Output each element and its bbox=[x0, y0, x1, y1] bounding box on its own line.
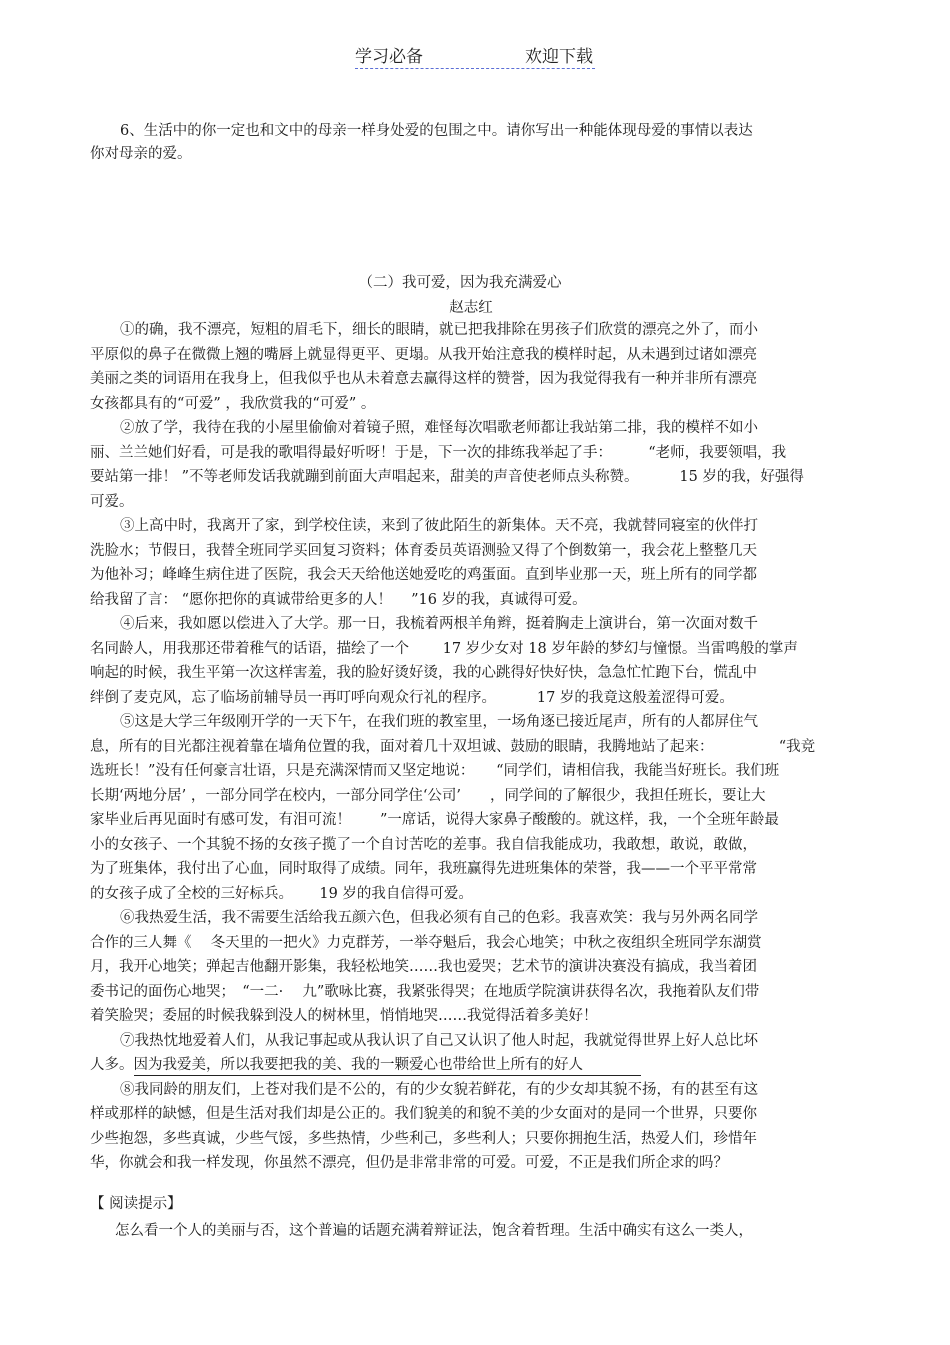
article-line-text: 家毕业后再见面时有感可发，有泪可流！ ”一席话，说得大家鼻子酸酸的。就这样，我，一个全班年龄最 bbox=[90, 812, 779, 828]
article-line bbox=[90, 1053, 860, 1078]
article-line-text: 要站第一排！ ”不等老师发话我就蹦到前面大声唱起来，甜美的声音使老师点头称赞。 15 岁的我，好强得 bbox=[90, 469, 804, 485]
article-line bbox=[90, 955, 860, 980]
article-line bbox=[90, 857, 860, 882]
question-6-line-1: 6、生活中的你一定也和文中的母亲一样身处爱的包围之中。请你写出一种能体现母爱的事情以表达 bbox=[120, 123, 753, 139]
article-line bbox=[90, 539, 860, 564]
article-line bbox=[90, 686, 860, 711]
article-line bbox=[90, 833, 860, 858]
article-line-text: 选班长！”没有任何豪言壮语，只是充满深情而又坚定地说： “同学们，请相信我，我能当好班长。我们班 bbox=[90, 763, 780, 779]
article-line-text: 合作的三人舞《 冬天里的一把火》力克群芳，一举夺魁后，我会心地笑；中秋之夜组织全班同学东湖赏 bbox=[90, 934, 762, 951]
article-line-text: 名同龄人，用我那还带着稚气的话语，描绘了一个 17 岁少女对 18 岁年龄的梦幻与憧憬。当雷鸣般的掌声 bbox=[90, 640, 798, 657]
article-line-text: 华，你就会和我一样发现，你虽然不漂亮，但仍是非常非常的可爱。可爱，不正是我们所企求的吗？ bbox=[90, 1155, 728, 1171]
article-line bbox=[90, 931, 860, 956]
header-right-text: 欢迎下载 bbox=[525, 47, 593, 67]
article-author: 赵志红 bbox=[449, 300, 493, 316]
article-line bbox=[90, 735, 860, 760]
article-line-text: 人多。 bbox=[90, 1057, 134, 1073]
article-line-text: 为他补习；峰峰生病住进了医院，我会天天给他送她爱吃的鸡蛋面。直到毕业那一天，班上所有的同学都 bbox=[90, 567, 757, 583]
article-line-text: ③上高中时，我离开了家，到学校住读，来到了彼此陌生的新集体。天不亮，我就替同寝室的伙伴打 bbox=[120, 518, 758, 534]
article-line-text: 委书记的面伤心地哭； “一二· 九”歌咏比赛，我紧张得哭；在地质学院演讲获得名次，我拖着队友们带 bbox=[90, 983, 760, 1000]
article-line bbox=[90, 563, 860, 588]
article-line bbox=[90, 1151, 860, 1176]
article-line bbox=[90, 318, 860, 343]
article-line bbox=[90, 367, 860, 392]
article-line-text: ⑤这是大学三年级刚开学的一天下午，在我们班的教室里，一场角逐已接近尾声，所有的人都屏住气 bbox=[120, 714, 758, 730]
reading-hint-text: 怎么看一个人的美丽与否，这个普遍的话题充满着辩证法，饱含着哲理。生活中确实有这么一类人， bbox=[115, 1223, 753, 1239]
article-line-text: ②放了学，我待在我的小屋里偷偷对着镜子照，难怪每次唱歌老师都让我站第二排，我的模样不如小 bbox=[120, 420, 758, 436]
article-line-text: 样或那样的缺憾，但是生活对我们却是公正的。我们貌美的和貌不美的少女面对的是同一个世界，只要你 bbox=[90, 1106, 757, 1122]
page-header bbox=[355, 40, 595, 69]
article-line-text: 可爱。 bbox=[90, 493, 134, 510]
article-line bbox=[90, 1078, 860, 1103]
article-line-text: 女孩都具有的“可爱” ，我欣赏我的“可爱” 。 bbox=[90, 395, 376, 412]
article-line bbox=[90, 490, 860, 515]
article-line bbox=[90, 906, 860, 931]
article-line-text: ⑦我热忱地爱着人们，从我记事起或从我认识了自己又认识了他人时起，我就觉得世界上好人总比坏 bbox=[120, 1032, 758, 1049]
article-line bbox=[90, 637, 860, 662]
article-line-text: 美丽之类的词语用在我身上，但我似乎也从未着意去赢得这样的赞誉，因为我觉得我有一种并非所有漂亮 bbox=[90, 371, 757, 387]
article-line-text: 小的女孩子、一个其貌不扬的女孩子揽了一个自讨苦吃的差事。我自信我能成功，我敢想，敢说，敢做， bbox=[90, 836, 757, 853]
header-left-text: 学习必备 bbox=[355, 47, 423, 67]
article-line-text: 息，所有的目光都注视着靠在墙角位置的我，面对着几十双坦诚、鼓励的眼睛，我腾地站了起来： “我竞 bbox=[90, 738, 816, 755]
article-line bbox=[90, 661, 860, 686]
article-line bbox=[90, 980, 860, 1005]
article-line-text: 响起的时候，我生平第一次这样害羞，我的脸好烫好烫，我的心跳得好快好快，急急忙忙跑下台，慌乱中 bbox=[90, 665, 757, 681]
article-line bbox=[90, 808, 860, 833]
article-line-text: 绊倒了麦克风，忘了临场前辅导员一再叮呼向观众行礼的程序。 17 岁的我竟这般羞涩得可爱。 bbox=[90, 689, 734, 706]
article-line-text: 丽、兰兰她们好看，可是我的歌唱得最好听呀！于是，下一次的排练我举起了手： “老师，我要领唱，我 bbox=[90, 444, 787, 461]
article-line bbox=[90, 392, 860, 417]
article-line bbox=[90, 465, 860, 490]
article-line-text: 的女孩子成了全校的三好标兵。 19 岁的我自信得可爱。 bbox=[90, 885, 473, 902]
article-line bbox=[90, 759, 860, 784]
underlined-sentence: 因为我爱美，所以我要把我的美、我的一颗爱心也带给世上所有的好人 bbox=[134, 1055, 642, 1076]
article-line-text: ⑥我热爱生活，我不需要生活给我五颜六色，但我必须有自己的色彩。我喜欢笑：我与另外两名同学 bbox=[120, 910, 758, 926]
article-line-text: ①的确，我不漂亮，短粗的眉毛下，细长的眼睛，就已把我排除在男孩子们欣赏的漂亮之外了，而小 bbox=[120, 322, 758, 338]
article-line-text: 平原似的鼻子在微微上翘的嘴唇上就显得更平、更塌。从我开始注意我的模样时起，从未遇到过诸如漂亮 bbox=[90, 346, 757, 363]
article-line bbox=[90, 882, 860, 907]
reading-hint-label: 【 阅读提示】 bbox=[90, 1196, 182, 1212]
question-6 bbox=[90, 120, 790, 166]
article-line-text: 给我留了言： “愿你把你的真诚带给更多的人！ ”16 岁的我，真诚得可爱。 bbox=[90, 591, 587, 608]
article-line bbox=[90, 612, 860, 637]
article-title: （二）我可爱，因为我充满爱心 bbox=[358, 275, 562, 291]
article-line bbox=[90, 784, 860, 809]
article-line bbox=[90, 416, 860, 441]
article-line bbox=[90, 588, 860, 613]
article-line bbox=[90, 514, 860, 539]
article-line-text: 少些抱怨，多些真诚，少些气馁，多些热情，少些利己，多些利人；只要你拥抱生活，热爱人们，珍惜年 bbox=[90, 1130, 757, 1147]
article-line-text: 长期‘两地分居’ ，一部分同学在校内，一部分同学住‘公司’ ，同学间的了解很少，我担任班长，要让大 bbox=[90, 787, 766, 804]
article-line bbox=[90, 343, 860, 368]
article-body bbox=[90, 318, 860, 1176]
article-line bbox=[90, 441, 860, 466]
article-line-text: 月，我开心地笑；弹起吉他翻开影集，我轻松地笑……我也爱哭；艺术节的演讲决赛没有搞成，我当着团 bbox=[90, 959, 757, 975]
article-line bbox=[90, 1004, 860, 1029]
article-line-text: ④后来，我如愿以偿进入了大学。那一日，我梳着两根羊角辫，挺着胸走上演讲台，第一次面对数千 bbox=[120, 616, 758, 632]
article-line-text: ⑧我同龄的朋友们，上苍对我们是不公的，有的少女貌若鲜花，有的少女却其貌不扬，有的甚至有这 bbox=[120, 1081, 758, 1098]
article-line-text: 洗脸水；节假日，我替全班同学买回复习资料；体育委员英语测验又得了个倒数第一，我会花上整整几天 bbox=[90, 542, 757, 559]
article-line bbox=[90, 1029, 860, 1054]
article-line-text: 为了班集体，我付出了心血，同时取得了成绩。同年，我班赢得先进班集体的荣誉，我——一个平平常常 bbox=[90, 861, 757, 877]
article-line bbox=[90, 1102, 860, 1127]
article-line bbox=[90, 710, 860, 735]
article-line bbox=[90, 1127, 860, 1152]
article-line-text: 着笑脸哭；委屈的时候我躲到没人的树林里，悄悄地哭……我觉得活着多美好！ bbox=[90, 1008, 598, 1024]
question-6-line-2: 你对母亲的爱。 bbox=[90, 146, 192, 162]
